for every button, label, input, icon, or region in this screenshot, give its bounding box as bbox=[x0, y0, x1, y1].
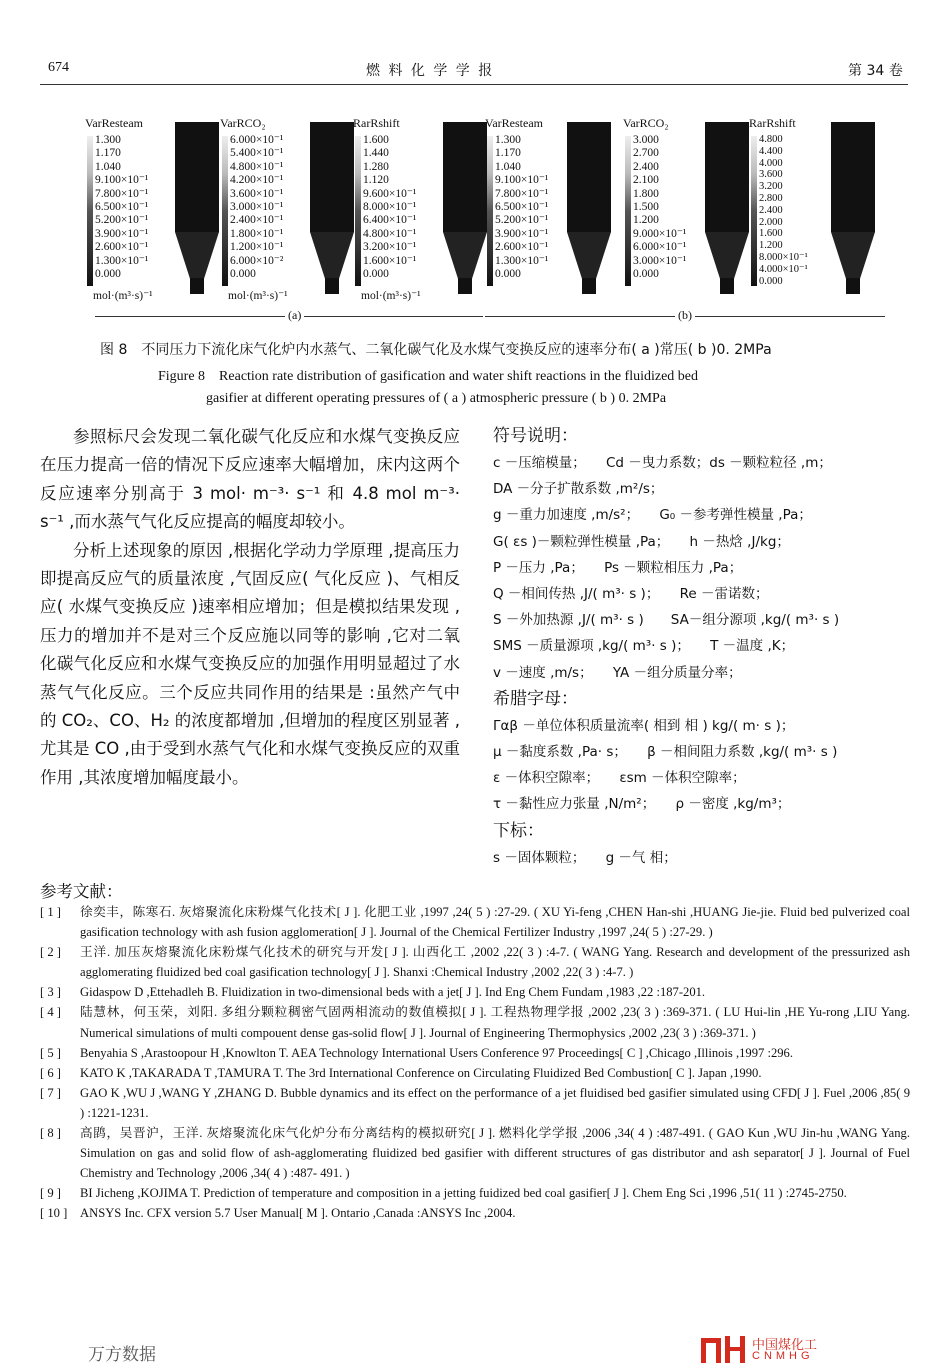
greek-item: ε －体积空隙率； εsm －体积空隙率； bbox=[493, 770, 746, 787]
color-scale bbox=[355, 136, 361, 286]
scale-tick: 4.800×10⁻¹ bbox=[230, 160, 284, 173]
reference-number: [ 5 ] bbox=[40, 1045, 61, 1060]
scale-tick: 1.300 bbox=[95, 134, 121, 146]
scale-tick: 3.000 bbox=[633, 134, 659, 146]
scale-tick: 8.000×10⁻¹ bbox=[363, 201, 417, 214]
unit-label: mol·(m³·s)⁻¹ bbox=[228, 290, 288, 302]
scale-tick: 4.000 bbox=[759, 157, 783, 169]
reference-text: KATO K ,TAKARADA T ,TAMURA T. The 3rd International Conference on Circulating Fluidized Bed Combustion[ C ]. Japan ,1990. bbox=[80, 1065, 762, 1080]
reference-number: [ 8 ] bbox=[40, 1126, 61, 1141]
scale-tick: 3.600 bbox=[759, 169, 783, 181]
nomenclature-item: P －压力 ,Pa； Ps －颗粒相压力 ,Pa； bbox=[493, 559, 743, 576]
reference-item bbox=[40, 942, 910, 982]
reference-number: [ 6 ] bbox=[40, 1065, 61, 1080]
reference-item bbox=[40, 1002, 910, 1042]
caption-en-1: Figure 8 Reaction rate distribution of gasification and water shift reactions in the fluidized bed bbox=[158, 369, 699, 384]
reference-number: [ 2 ] bbox=[40, 945, 61, 960]
scale-tick: 3.600×10⁻¹ bbox=[230, 187, 284, 200]
panel-title: VarRCO₂ bbox=[220, 116, 266, 130]
reactor-contour bbox=[831, 122, 875, 294]
scale-tick: 0.000 bbox=[759, 275, 783, 287]
nomenclature-item: SMS －质量源项 ,kg/( m³· s )； T －温度 ,K； bbox=[493, 638, 795, 655]
scale-tick: 1.800 bbox=[633, 187, 659, 200]
scale-tick: 1.600 bbox=[759, 228, 783, 240]
scale-tick: 3.200×10⁻¹ bbox=[363, 241, 417, 254]
scale-tick: 0.000 bbox=[495, 268, 521, 281]
references-title: 参考文献： bbox=[40, 882, 123, 901]
nomenclature bbox=[493, 423, 913, 871]
reference-item bbox=[40, 1083, 910, 1123]
scale-tick: 4.200×10⁻¹ bbox=[230, 174, 284, 187]
scale-tick: 1.600×10⁻¹ bbox=[363, 254, 417, 267]
reference-item bbox=[40, 1183, 910, 1203]
scale-tick: 7.800×10⁻¹ bbox=[95, 187, 149, 200]
reference-text: GAO K ,WU J ,WANG Y ,ZHANG D. Bubble dynamics and its effect on the performance of a jet fluidised bed gasifier simulated using CFD[ J ]. Fuel ,2006 ,85( 9 ) :1221-1231. bbox=[80, 1085, 910, 1120]
nomenclature-item: S －外加热源 ,J/( m³· s ) SA－组分源项 ,kg/( m³· s ) bbox=[493, 612, 840, 629]
scale-tick: 6.500×10⁻¹ bbox=[495, 201, 549, 214]
greek-title: 希腊字母： bbox=[493, 688, 578, 709]
scale-tick: 0.000 bbox=[363, 268, 389, 281]
scale-tick: 0.000 bbox=[230, 268, 256, 281]
page-number: 674 bbox=[48, 60, 69, 75]
scale-tick: 2.400×10⁻¹ bbox=[230, 214, 284, 227]
journal-name: 燃 料 化 学 学 报 bbox=[366, 63, 495, 79]
figure-8 bbox=[85, 112, 900, 327]
scale-tick: 1.500 bbox=[633, 201, 659, 214]
color-scale bbox=[751, 136, 757, 286]
scale-tick: 8.000×10⁻¹ bbox=[759, 251, 808, 263]
greek-item: μ －黏度系数 ,Pa· s； β －相间阻力系数 ,kg/( m³· s ) bbox=[493, 744, 838, 761]
unit-label: mol·(m³·s)⁻¹ bbox=[361, 290, 421, 302]
reference-text: Gidaspow D ,Ettehadleh B. Fluidization in two-dimensional beds with a jet[ J ]. Ind Eng Chem Fundam ,1983 ,22 :187-201. bbox=[80, 985, 706, 1000]
scale-tick: 9.100×10⁻¹ bbox=[495, 174, 549, 187]
reference-text: 高鹍，吴晋沪，王洋. 灰熔聚流化床气化炉分布分离结构的模拟研究[ J ]. 燃料化学学报 ,2006 ,34( 4 ) :487-491. ( GAO Kun ,WU Jin-hu ,WANG Yang. Simulation on gas and solid flow of ash-agglomerating fluidized bed gasifier with different structures of gas distributor and ash separator[ J ]. Journal of Fuel Chemistry and Technology ,2006 ,34( 4 ) :487- 491. ) bbox=[80, 1126, 910, 1181]
figure-panel bbox=[623, 112, 758, 302]
reference-text: ANSYS Inc. CFX version 5.7 User Manual[ M ]. Ontario ,Canada :ANSYS Inc ,2004. bbox=[80, 1206, 516, 1221]
scale-tick: 2.600×10⁻¹ bbox=[95, 241, 149, 254]
reference-item bbox=[40, 1043, 910, 1063]
scale-tick: 1.280 bbox=[363, 160, 389, 173]
scale-tick: 4.400 bbox=[759, 145, 783, 157]
logo-cn: 中国煤化工 bbox=[752, 1338, 818, 1353]
color-scale bbox=[222, 136, 228, 286]
scale-tick: 4.800 bbox=[759, 134, 783, 145]
scale-tick: 2.800 bbox=[759, 192, 783, 204]
scale-tick: 9.000×10⁻¹ bbox=[633, 227, 687, 240]
scale-tick: 2.600×10⁻¹ bbox=[495, 241, 549, 254]
scale-tick: 3.900×10⁻¹ bbox=[95, 227, 149, 240]
scale-tick: 2.400 bbox=[759, 204, 783, 216]
nomenclature-item: g －重力加速度 ,m/s²； G₀ －参考弹性模量 ,Pa； bbox=[493, 507, 812, 524]
scale-tick: 6.000×10⁻¹ bbox=[230, 134, 284, 146]
reference-text: 王洋. 加压灰熔聚流化床粉煤气化技术的研究与开发[ J ]. 山西化工 ,2002 ,22( 3 ) :4-7. ( WANG Yang. Research and development of the pressurized ash agglomerating fluidized bed coal gasification technology[ J ]. Shanxi :Chemical Industry ,2002 ,22( 3 ) :4-7. ) bbox=[80, 945, 910, 980]
scale-tick: 1.170 bbox=[495, 147, 521, 160]
color-scale bbox=[487, 136, 493, 286]
scale-tick: 1.300×10⁻¹ bbox=[495, 254, 549, 267]
scale-tick: 0.000 bbox=[95, 268, 121, 281]
scale-tick: 5.400×10⁻¹ bbox=[230, 147, 284, 160]
greek-item: τ －黏性应力张量 ,N/m²； ρ －密度 ,kg/m³； bbox=[493, 796, 791, 813]
scale-tick: 1.040 bbox=[95, 160, 121, 173]
scale-tick: 7.800×10⁻¹ bbox=[495, 187, 549, 200]
scale-tick: 3.000×10⁻¹ bbox=[633, 254, 687, 267]
nomenclature-item: G( εs )－颗粒弹性模量 ,Pa； h －热焓 ,J/kg； bbox=[493, 533, 790, 550]
scale-tick: 3.000×10⁻¹ bbox=[230, 201, 284, 214]
scale-tick: 1.120 bbox=[363, 174, 389, 187]
references-list bbox=[40, 902, 910, 1224]
subscript-title: 下标： bbox=[493, 820, 544, 841]
scale-tick: 1.200×10⁻¹ bbox=[230, 241, 284, 254]
reference-item bbox=[40, 1123, 910, 1183]
reference-text: 陆慧林，何玉荣，刘阳. 多组分颗粒稠密气固两相流动的数值模拟[ J ]. 工程热物理学报 ,2002 ,23( 3 ) :369-371. ( LU Hui-lin ,HE Yu-rong ,LIU Yang. Numerical simulations of multi compouent dense gas-solid flow[ J ]. Journal of Engineering Thermophysics ,2002 ,23( 3 ) :369-371. ) bbox=[80, 1005, 910, 1040]
volume: 第 34 卷 bbox=[848, 63, 903, 79]
panel-title: VarRCO₂ bbox=[623, 116, 669, 130]
publisher-logo bbox=[700, 1334, 900, 1364]
scale-tick: 3.900×10⁻¹ bbox=[495, 227, 549, 240]
scale-tick: 1.600 bbox=[363, 134, 389, 146]
watermark: 万方数据 bbox=[88, 1345, 156, 1365]
scale-tick: 5.200×10⁻¹ bbox=[495, 214, 549, 227]
reactor-contour bbox=[705, 122, 749, 294]
figure-panel bbox=[485, 112, 620, 302]
unit-label: mol·(m³·s)⁻¹ bbox=[93, 290, 153, 302]
reactor-contour bbox=[175, 122, 219, 294]
scale-tick: 4.000×10⁻¹ bbox=[759, 263, 808, 275]
reference-item bbox=[40, 1203, 910, 1223]
reference-number: [ 3 ] bbox=[40, 985, 61, 1000]
reference-text: Benyahia S ,Arastoopour H ,Knowlton T. AEA Technology International Users Conference 97 Proceedings[ C ] ,Chicago ,Illinois ,1997 :296. bbox=[80, 1045, 793, 1060]
logo-en: CNMHG bbox=[752, 1350, 814, 1362]
reference-number: [ 7 ] bbox=[40, 1085, 61, 1100]
scale-tick: 2.700 bbox=[633, 147, 659, 160]
caption-en-2: gasifier at different operating pressures of ( a ) atmospheric pressure ( b ) 0. 2MPa bbox=[206, 391, 667, 406]
paragraph: 分析上述现象的原因 ,根据化学动力学原理 ,提高压力即提高反应气的质量浓度 ,气固反应( 气化反应 )、气相反应( 水煤气变换反应 )速率相应增加；但是模拟结果发现 ,压力的增加并不是对三个反应施以同等的影响 ,它对二氧化碳气化反应和水煤气变换反应的加强作用明显超过了水蒸气气化反应。三个反应共同作用的结果是 :虽然产气中的 CO₂、CO、H₂ 的浓度都增加 ,但增加的程度区别显著 ,尤其是 CO ,由于受到水蒸气气化和水煤气变换反应的双重作用 ,其浓度增加幅度最小。 bbox=[40, 540, 460, 787]
label-a: (a) bbox=[285, 308, 304, 323]
scale-tick: 1.040 bbox=[495, 160, 521, 173]
scale-tick: 6.500×10⁻¹ bbox=[95, 201, 149, 214]
scale-tick: 2.400 bbox=[633, 160, 659, 173]
figure-panel bbox=[353, 112, 488, 302]
color-scale bbox=[87, 136, 93, 286]
reference-item bbox=[40, 982, 910, 1002]
figure-panel bbox=[749, 112, 884, 302]
reference-number: [ 4 ] bbox=[40, 1005, 61, 1020]
panel-title: RarRshift bbox=[749, 116, 796, 130]
reactor-contour bbox=[567, 122, 611, 294]
scale-tick: 4.800×10⁻¹ bbox=[363, 227, 417, 240]
reference-number: [ 10 ] bbox=[40, 1206, 68, 1221]
scale-tick: 1.800×10⁻¹ bbox=[230, 227, 284, 240]
figure-panel bbox=[220, 112, 355, 302]
logo-mark-icon bbox=[700, 1334, 746, 1364]
scale-tick: 2.000 bbox=[759, 216, 783, 228]
scale-tick: 6.000×10⁻¹ bbox=[633, 241, 687, 254]
nomenclature-item: v －速度 ,m/s； YA －组分质量分率； bbox=[493, 664, 742, 681]
scale-tick: 1.200 bbox=[759, 240, 783, 252]
reactor-contour bbox=[310, 122, 354, 294]
figure-panel bbox=[85, 112, 220, 302]
scale-tick: 9.600×10⁻¹ bbox=[363, 187, 417, 200]
panel-title: VarResteam bbox=[485, 116, 543, 130]
header-rule bbox=[40, 84, 908, 85]
nomenclature-item: Q －相间传热 ,J/( m³· s )； Re －雷诺数； bbox=[493, 586, 769, 603]
panel-title: RarRshift bbox=[353, 116, 400, 130]
scale-tick: 1.300×10⁻¹ bbox=[95, 254, 149, 267]
scale-tick: 1.300 bbox=[495, 134, 521, 146]
scale-tick: 9.100×10⁻¹ bbox=[95, 174, 149, 187]
scale-tick: 1.440 bbox=[363, 147, 389, 160]
reference-text: BI Jicheng ,KOJIMA T. Prediction of temperature and composition in a jetting fuidized bed coal gasifier[ J ]. Chem Eng Sci ,1996 ,51( 11 ) :2745-2750. bbox=[80, 1186, 847, 1201]
reference-item bbox=[40, 902, 910, 942]
nomenclature-item: c －压缩模量； Cd －曳力系数；ds －颗粒粒径 ,m； bbox=[493, 455, 832, 471]
reactor-contour bbox=[443, 122, 487, 294]
scale-tick: 5.200×10⁻¹ bbox=[95, 214, 149, 227]
scale-tick: 0.000 bbox=[633, 268, 659, 281]
reference-number: [ 1 ] bbox=[40, 905, 61, 919]
paragraph: 参照标尺会发现二氧化碳气化反应和水煤气变换反应在压力提高一倍的情况下反应速率大幅增加，床内这两个反应速率分别高于 3 mol· m⁻³· s⁻¹ 和 4.8 mol m⁻³· s⁻¹ ,而水蒸气气化反应提高的幅度却较小。 bbox=[40, 427, 460, 532]
nomenclature-title: 符号说明： bbox=[493, 426, 578, 446]
scale-tick: 3.200 bbox=[759, 181, 783, 193]
body-text bbox=[40, 423, 460, 792]
subscript-item: s －固体颗粒； g －气 相； bbox=[493, 849, 677, 866]
scale-tick: 6.400×10⁻¹ bbox=[363, 214, 417, 227]
greek-item: Γαβ －单位体积质量流率( 相到 相 ) kg/( m· s )； bbox=[493, 717, 795, 734]
nomenclature-item: DA －分子扩散系数 ,m²/s； bbox=[493, 481, 664, 498]
panel-title: VarResteam bbox=[85, 116, 143, 130]
scale-tick: 1.170 bbox=[95, 147, 121, 160]
color-scale bbox=[625, 136, 631, 286]
label-b: (b) bbox=[675, 308, 695, 323]
reference-text: 徐奕丰，陈寒石. 灰熔聚流化床粉煤气化技术[ J ]. 化肥工业 ,1997 ,24( 5 ) :27-29. ( XU Yi-feng ,CHEN Han-shi ,HUANG Jie-jie. Fluid bed pulverized coal gasification technology with ash fusion agglomeration[ J ]. Journal of the Chemical Fertilizer Industry ,1997 ,24( 5 ) :27-29. ) bbox=[80, 905, 910, 940]
scale-tick: 6.000×10⁻² bbox=[230, 254, 284, 267]
scale-tick: 1.200 bbox=[633, 214, 659, 227]
reference-item bbox=[40, 1063, 910, 1083]
caption-cn: 图 8 不同压力下流化床气化炉内水蒸气、二氧化碳气化及水煤气变换反应的速率分布( a )常压( b )0. 2MPa bbox=[100, 342, 772, 358]
scale-tick: 2.100 bbox=[633, 174, 659, 187]
reference-number: [ 9 ] bbox=[40, 1186, 61, 1201]
